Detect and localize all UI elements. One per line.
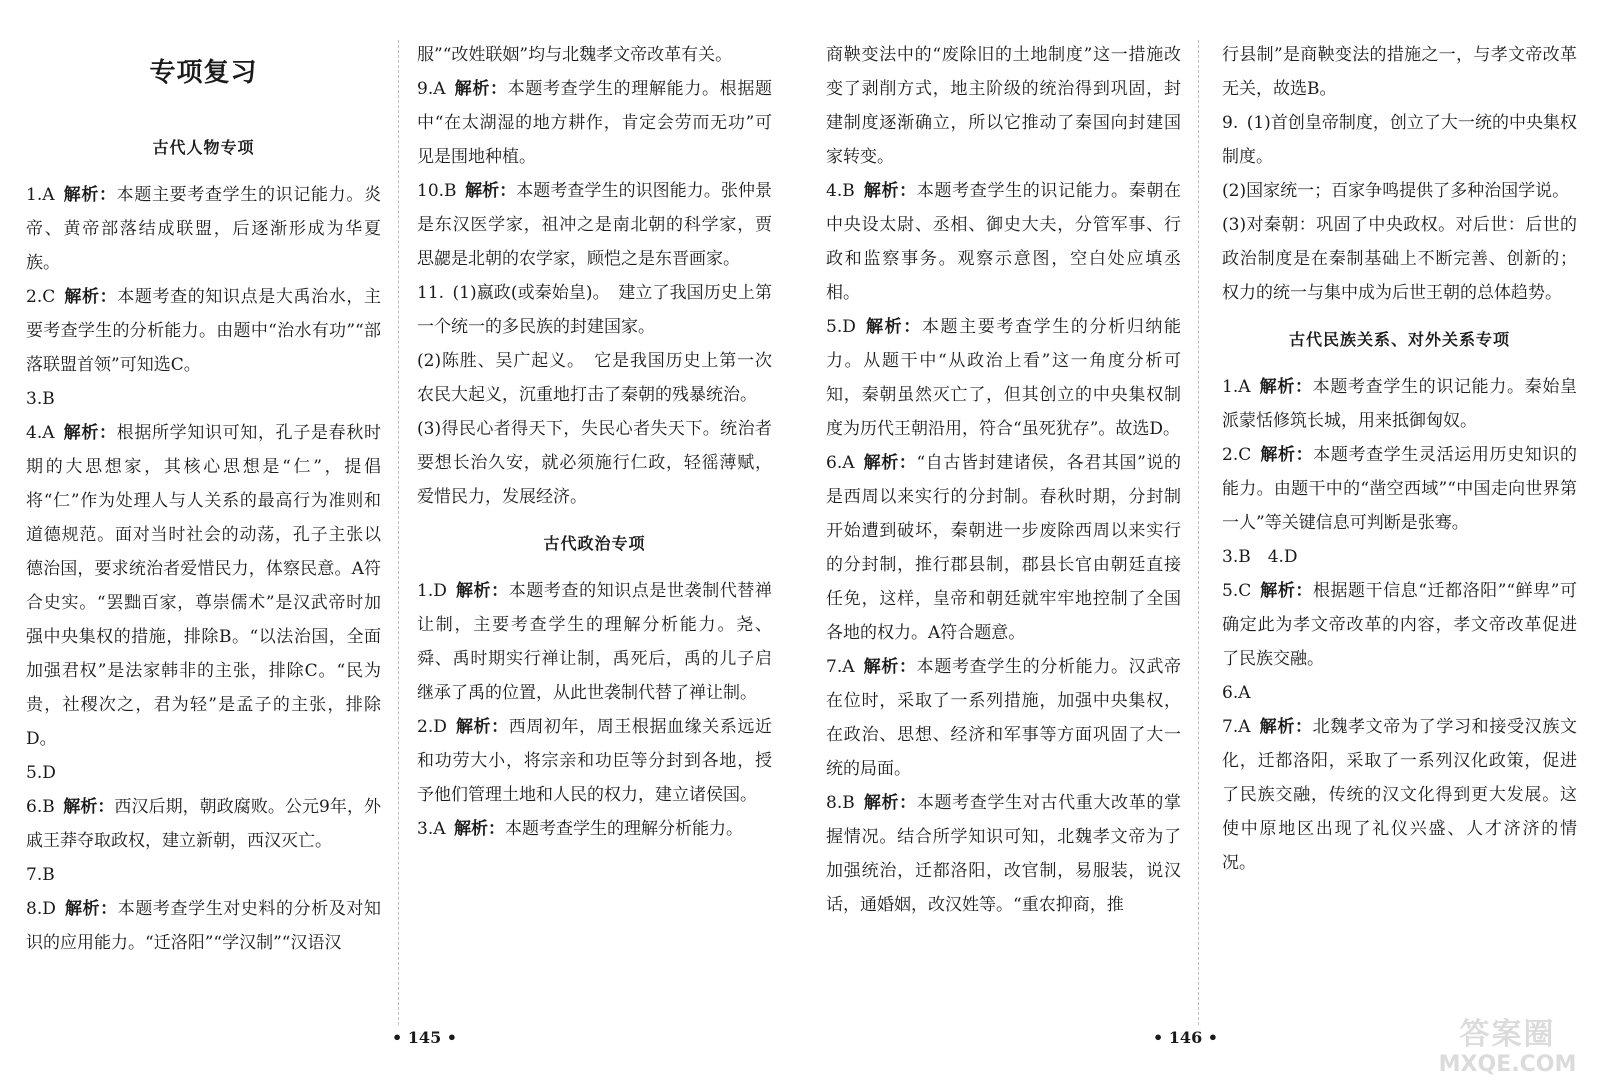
answer-number: 2.D bbox=[417, 717, 447, 737]
analysis-label: 解析： bbox=[1259, 445, 1314, 465]
answer-text: 本题考查的知识点是世袭制代替禅让制，主要考查学生的理解分析能力。尧、舜、禹时期实行禅让制，禹死后，禹的儿子启继承了禹的位置，从此世袭制代替了禅让制。 bbox=[417, 581, 773, 703]
answer-item bbox=[417, 38, 772, 72]
answer-number: 8.B bbox=[826, 793, 855, 813]
answer-text: (1)首创皇帝制度，创立了大一统的中央集权制度。 bbox=[1222, 113, 1577, 167]
answer-item bbox=[1222, 174, 1577, 208]
analysis-label: 解析： bbox=[455, 717, 509, 737]
answer-text: (3)得民心者得天下，失民心者失天下。统治者要想长治久安，就必须施行仁政，轻徭薄赋，爱惜民力，发展经济。 bbox=[417, 419, 772, 507]
answer-text: 根据题干信息“迁都洛阳”“鲜卑”可确定此为孝文帝改革的内容，孝文帝改革促进了民族交融。 bbox=[1222, 581, 1578, 669]
answer-number: 6.A bbox=[826, 453, 855, 473]
analysis-label: 解析： bbox=[454, 819, 505, 839]
answer-text: 本题考查学生灵活运用历史知识的能力。由题干中的“凿空西域”“中国走向世界第一人”等关键信息可判断是张骞。 bbox=[1222, 445, 1578, 533]
answer-text: 本题考查学生的理解能力。根据题中“在太湖湿的地方耕作，肯定会劳而无功”可见是围地种植。 bbox=[417, 79, 773, 167]
answer-item bbox=[1222, 38, 1577, 106]
answer-item bbox=[1222, 438, 1577, 540]
answer-item bbox=[417, 276, 772, 344]
answer-text: (2)陈胜、吴广起义。 它是我国历史上第一次农民大起义，沉重地打击了秦朝的残暴统治。 bbox=[417, 351, 772, 405]
answer-text: 本题考查学生的识图能力。张仲景是东汉医学家，祖冲之是南北朝的科学家，贾思勰是北朝的农学家，顾恺之是东晋画家。 bbox=[417, 181, 773, 269]
answer-item bbox=[26, 790, 381, 858]
analysis-label: 解析： bbox=[64, 899, 118, 919]
answer-item bbox=[417, 812, 772, 846]
analysis-label: 解析： bbox=[63, 797, 115, 817]
answer-number: 1.A bbox=[26, 185, 55, 205]
answer-number: 2.C bbox=[26, 287, 56, 307]
answer-text: 北魏孝文帝为了学习和接受汉族文化，迁都洛阳，采取了一系列汉化政策，促进了民族交融，传统的汉文化得到更大发展。这使中原地区出现了礼仪兴盛、人才济济的情况。 bbox=[1222, 717, 1578, 873]
right-column-2 bbox=[1222, 38, 1577, 880]
section-title-relations: 古代民族关系、对外关系专项 bbox=[1288, 330, 1510, 349]
answer-item bbox=[26, 280, 381, 382]
answer-text: 服”“改姓联姻”均与北魏孝文帝改革有关。 bbox=[417, 45, 733, 65]
analysis-label: 解析： bbox=[863, 793, 917, 813]
answer-number: 7.A bbox=[826, 657, 855, 677]
watermark-logo bbox=[1425, 1012, 1590, 1080]
answer-list bbox=[417, 38, 772, 514]
page-number: • 145 • bbox=[392, 1028, 457, 1047]
answer-item bbox=[826, 38, 1181, 174]
answer-item bbox=[1222, 106, 1577, 174]
answer-item bbox=[417, 710, 772, 812]
answer-item bbox=[826, 650, 1181, 786]
answer-text: 本题考查学生对古代重大改革的掌握情况。结合所学知识可知，北魏孝文帝为了加强统治，迁都洛阳，改官制，易服装，说汉话，通婚姻，改汉姓等。“重农抑商，推 bbox=[826, 793, 1182, 915]
answer-item bbox=[1222, 540, 1577, 574]
answer-list bbox=[1222, 370, 1577, 880]
answer-text: 商鞅变法中的“废除旧的土地制度”这一措施改变了剥削方式，地主阶级的统治得到巩固，封建制度逐渐确立，所以它推动了秦国向封建国家转变。 bbox=[826, 45, 1181, 167]
answer-text: 本题主要考查学生的识记能力。炎帝、黄帝部落结成联盟，后逐渐形成为华夏族。 bbox=[26, 185, 382, 273]
answer-item bbox=[826, 174, 1181, 310]
answer-text: (3)对秦朝：巩固了中央政权。对后世：后世的政治制度是在秦制基础上不断完善、创新的；权力的统一与集中成为后世王朝的总体趋势。 bbox=[1222, 215, 1577, 303]
answer-list bbox=[26, 178, 381, 960]
answer-text: 西周初年，周王根据血缘关系远近和功劳大小，将宗亲和功臣等分封到各地，授予他们管理土地和人民的权力，建立诸侯国。 bbox=[417, 717, 773, 805]
answer-list bbox=[826, 38, 1181, 922]
answer-number: 5.D bbox=[26, 763, 56, 783]
answer-item bbox=[826, 446, 1181, 650]
answer-item bbox=[1222, 208, 1577, 310]
answer-item bbox=[826, 786, 1181, 922]
answer-item bbox=[417, 574, 772, 710]
analysis-label: 解析： bbox=[1259, 717, 1313, 737]
answer-item bbox=[417, 344, 772, 412]
analysis-label: 解析： bbox=[1259, 581, 1313, 601]
answer-text: (1)嬴政(或秦始皇)。 建立了我国历史上第一个统一的多民族的封建国家。 bbox=[417, 283, 772, 337]
review-title: 专项复习 bbox=[149, 58, 258, 88]
answer-item bbox=[26, 178, 381, 280]
answer-text: 本题考查学生的识记能力。秦朝在中央设太尉、丞相、御史大夫，分管军事、行政和监察事务。观察示意图，空白处应填丞相。 bbox=[826, 181, 1182, 303]
answer-number: 5.C bbox=[1222, 581, 1252, 601]
answer-item bbox=[1222, 370, 1577, 438]
answer-number: 3.B bbox=[26, 389, 55, 409]
answer-list bbox=[417, 574, 772, 846]
analysis-label: 解析： bbox=[1259, 377, 1313, 397]
answer-item bbox=[417, 412, 772, 514]
section-title-figures: 古代人物专项 bbox=[152, 138, 255, 157]
answer-number: 7.A bbox=[1222, 717, 1251, 737]
left-column-1 bbox=[26, 38, 381, 960]
analysis-label: 解析： bbox=[863, 657, 917, 677]
answer-text: 本题主要考查学生的分析归纳能力。从题干中“从政治上看”这一角度分析可知，秦朝虽然灭亡了，但其创立的中央集权制度为历代王朝沿用，符合“虽死犹存”。故选D。 bbox=[826, 317, 1182, 439]
answer-item bbox=[26, 858, 381, 892]
answer-text: 根据所学知识可知，孔子是春秋时期的大思想家，其核心思想是“仁”，提倡将“仁”作为处理人与人关系的最高行为准则和道德规范。面对当时社会的动荡，孔子主张以德治国，要求统治者爱惜民力，体察民意。A符合史实。“罢黜百家，尊崇儒术”是汉武帝时加强中央集权的措施，排除B。“以法治国，全面加强君权”是法家韩非的主张，排除C。“民为贵，社稷次之，君为轻”是孟子的主张，排除D。 bbox=[26, 423, 382, 749]
answer-text: 本题考查学生的理解分析能力。 bbox=[505, 819, 743, 839]
answer-number: 7.B bbox=[26, 865, 55, 885]
answer-item bbox=[1222, 710, 1577, 880]
watermark-url: MXQE.COM bbox=[1438, 1052, 1577, 1077]
answer-number: 3.A bbox=[417, 819, 446, 839]
analysis-label: 解析： bbox=[63, 287, 118, 307]
answer-item bbox=[26, 892, 381, 960]
answer-item bbox=[417, 72, 772, 174]
answer-number: 11. bbox=[417, 283, 445, 303]
left-column-2 bbox=[417, 38, 772, 846]
column-divider bbox=[398, 40, 399, 1025]
answer-number: 4.B bbox=[826, 181, 855, 201]
answer-text: 西汉后期，朝政腐败。公元9年，外戚王莽夺取政权，建立新朝，西汉灭亡。 bbox=[26, 797, 381, 851]
analysis-label: 解析： bbox=[455, 581, 509, 601]
answer-text: 本题考查学生对史料的分析及对知识的应用能力。“迁洛阳”“学汉制”“汉语汉 bbox=[26, 899, 382, 953]
answer-item bbox=[26, 416, 381, 756]
answer-text: (2)国家统一；百家争鸣提供了多种治国学说。 bbox=[1222, 181, 1570, 201]
answer-list bbox=[1222, 38, 1577, 310]
answer-number: 6.A bbox=[1222, 683, 1251, 703]
answer-item bbox=[826, 310, 1181, 446]
right-column-1 bbox=[826, 38, 1181, 922]
analysis-label: 解析： bbox=[465, 181, 517, 201]
answer-text: “自古皆封建诸侯，各君其国”说的是西周以来实行的分封制。春秋时期，分封制开始遭到破坏，秦朝进一步废除西周以来实行的分封制，推行郡县制，郡县长官由朝廷直接任免，这样，皇帝和朝廷就牢牢地控制了全国各地的权力。A符合题意。 bbox=[826, 453, 1181, 643]
analysis-label: 解析： bbox=[863, 181, 917, 201]
column-divider bbox=[1198, 40, 1199, 1025]
answer-item bbox=[26, 756, 381, 790]
answer-text: 本题考查的知识点是大禹治水，主要考查学生的分析能力。由题中“治水有功”“部落联盟首领”可知选C。 bbox=[26, 287, 382, 375]
answer-number: 1.D bbox=[417, 581, 447, 601]
analysis-label: 解析： bbox=[863, 453, 917, 473]
answer-text: 本题考查学生的识记能力。秦始皇派蒙恬修筑长城，用来抵御匈奴。 bbox=[1222, 377, 1578, 431]
analysis-label: 解析： bbox=[63, 423, 117, 443]
answer-number: 10.B bbox=[417, 181, 457, 201]
right-page bbox=[800, 0, 1600, 1089]
watermark-text: 答案圈 bbox=[1459, 1017, 1556, 1052]
answer-number: 1.A bbox=[1222, 377, 1251, 397]
answer-number: 6.B bbox=[26, 797, 55, 817]
answer-number: 3.B 4.D bbox=[1222, 547, 1298, 567]
answer-item bbox=[1222, 574, 1577, 676]
answer-item bbox=[417, 174, 772, 276]
answer-number: 9.A bbox=[417, 79, 446, 99]
answer-number: 5.D bbox=[826, 317, 856, 337]
answer-text: 行县制”是商鞅变法的措施之一，与孝文帝改革无关，故选B。 bbox=[1222, 45, 1577, 99]
answer-number: 2.C bbox=[1222, 445, 1252, 465]
answer-number: 4.A bbox=[26, 423, 55, 443]
section-title-politics: 古代政治专项 bbox=[543, 534, 646, 553]
answer-item bbox=[1222, 676, 1577, 710]
answer-number: 8.D bbox=[26, 899, 56, 919]
answer-text: 本题考查学生的分析能力。汉武帝在位时，采取了一系列措施，加强中央集权，在政治、思想、经济和军事等方面巩固了大一统的局面。 bbox=[826, 657, 1182, 779]
analysis-label: 解析： bbox=[864, 317, 922, 337]
analysis-label: 解析： bbox=[454, 79, 508, 99]
answer-number: 9. bbox=[1222, 113, 1239, 133]
page-number: • 146 • bbox=[1153, 1028, 1218, 1047]
analysis-label: 解析： bbox=[63, 185, 117, 205]
answer-item bbox=[26, 382, 381, 416]
